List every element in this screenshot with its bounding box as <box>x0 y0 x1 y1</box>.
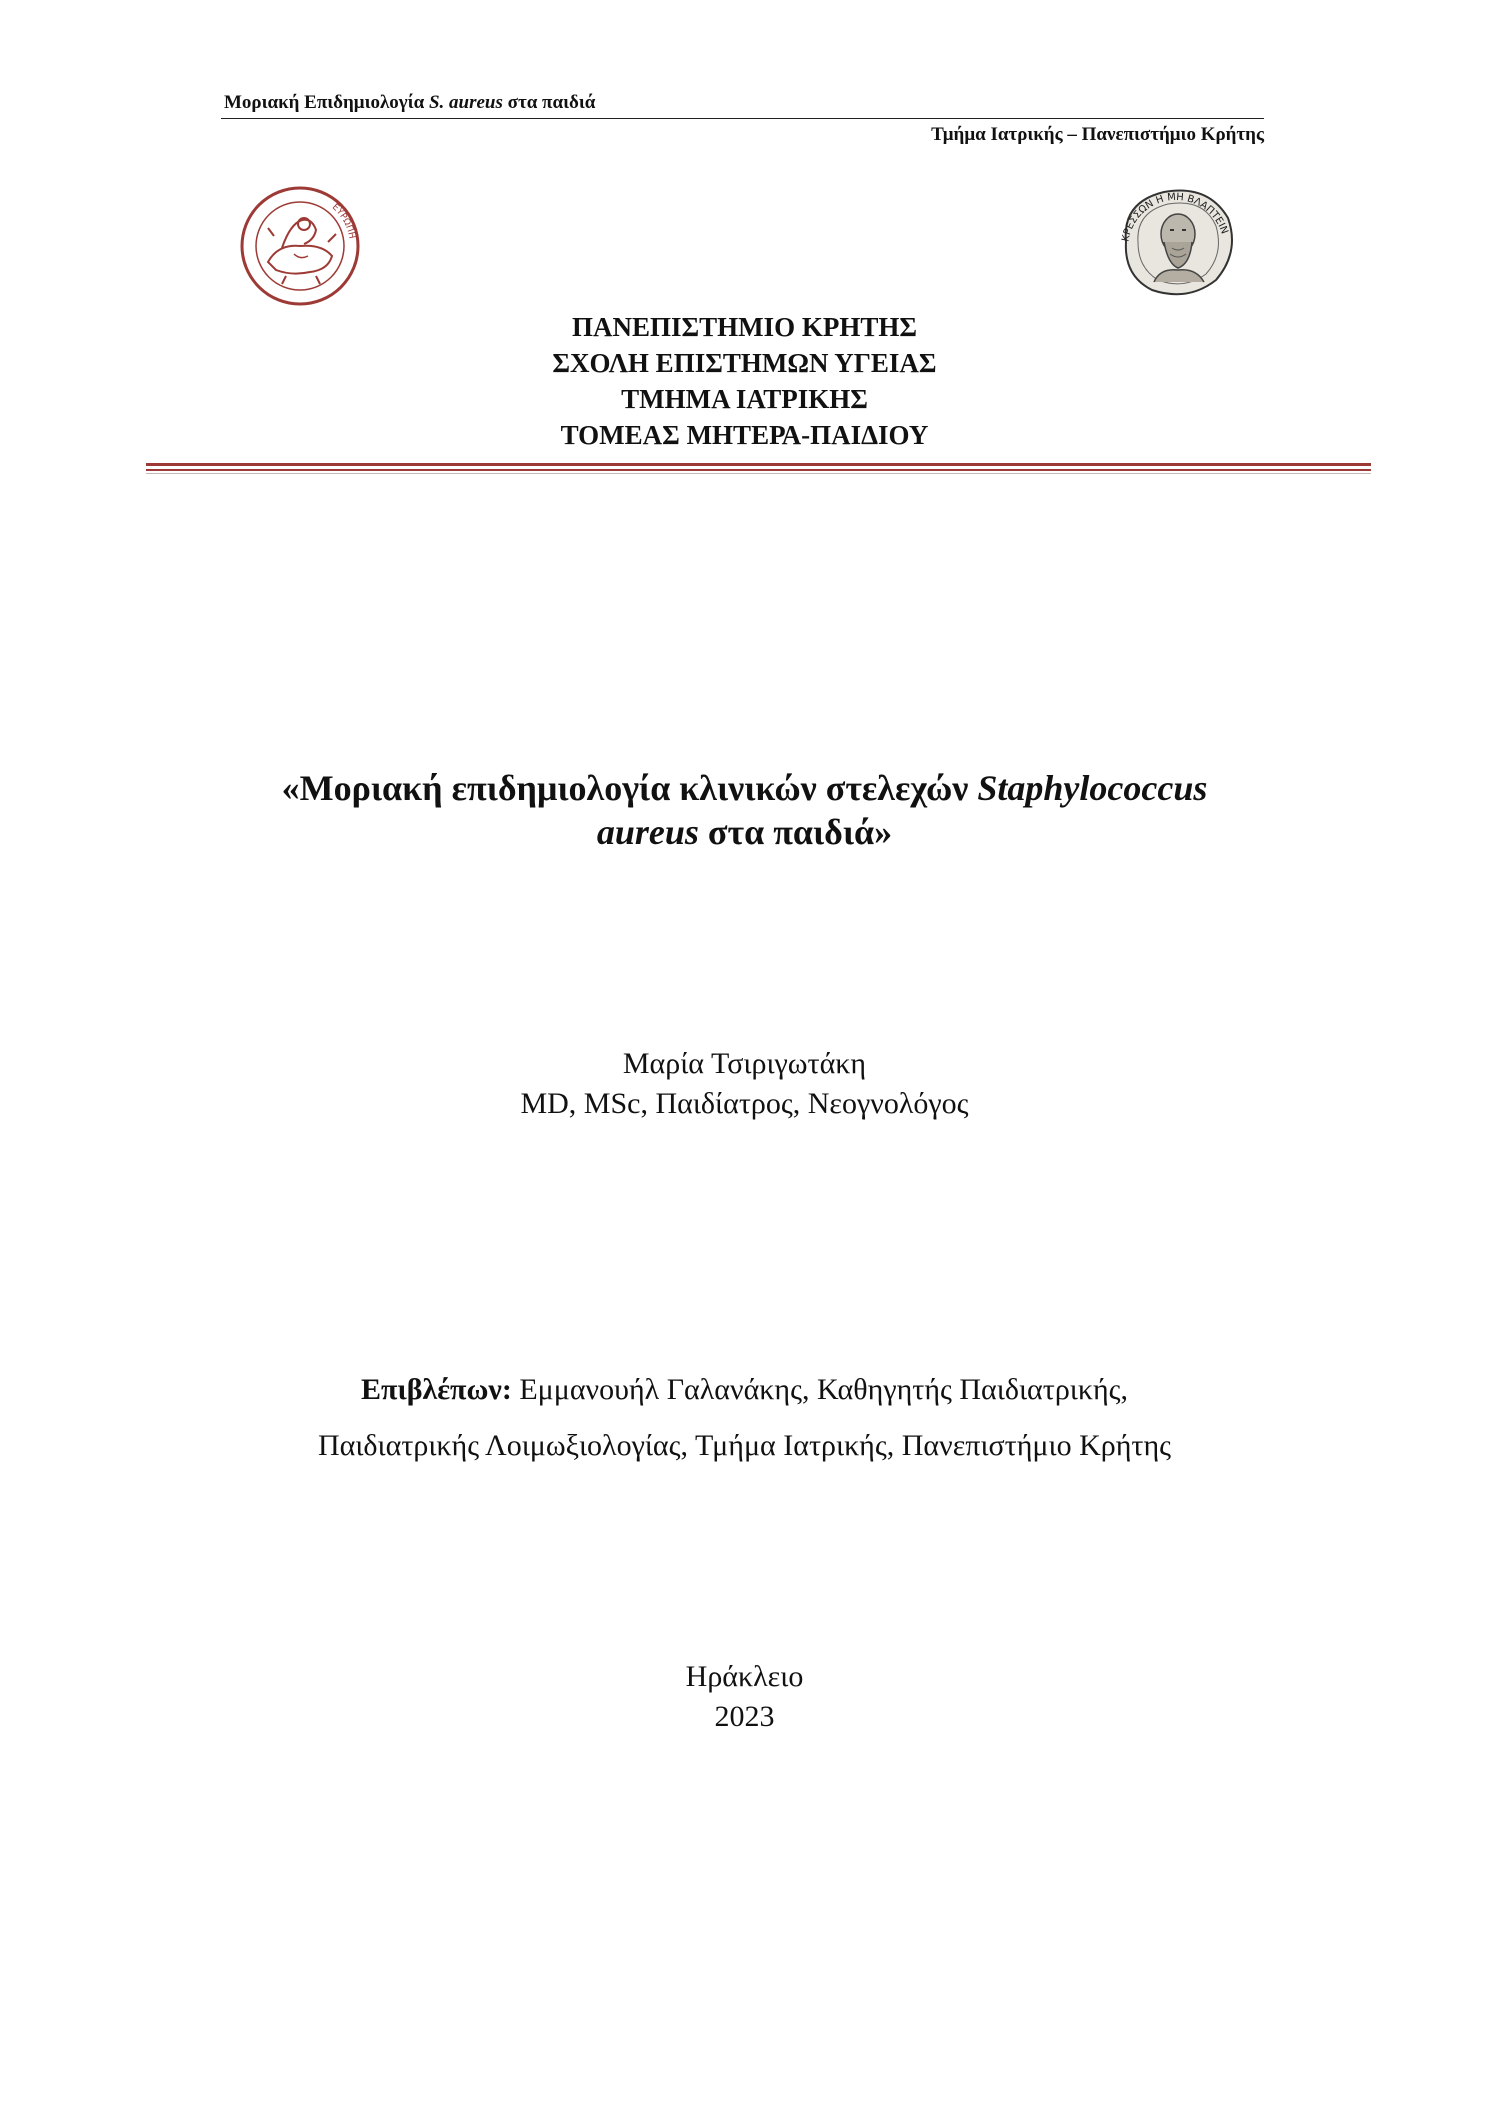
university-seal-logo <box>238 184 363 309</box>
institution-division: ΤΟΜΕΑΣ ΜΗΤΕΡΑ-ΠΑΙΔΙΟΥ <box>560 420 929 450</box>
seal-inscription: ΕΥΡΩΠΗ <box>329 202 357 240</box>
medical-school-emblem <box>1112 182 1240 302</box>
title-text-2: στα παιδιά» <box>698 812 893 852</box>
running-header-left <box>224 92 595 114</box>
coin-inscription: ΚΡΕΣΣΩΝ Η ΜΗ ΒΛΑΠΤΕΙΝ <box>1120 191 1230 243</box>
institution-department: ΤΜΗΜΑ ΙΑΤΡΙΚΗΣ <box>621 384 868 414</box>
supervisor-block <box>0 1362 1489 1474</box>
author-name: Μαρία Τσιριγωτάκη <box>622 1047 867 1080</box>
divider-rule-middle <box>146 469 1371 471</box>
institution-school: ΣΧΟΛΗ ΕΠΙΣΤΗΜΩΝ ΥΓΕΙΑΣ <box>552 348 937 378</box>
year: 2023 <box>714 1700 775 1733</box>
divider-rule-bottom <box>146 473 1371 474</box>
supervisor-line-2: Παιδιατρικής Λοιμωξιολογίας, Τμήμα Ιατρικής, Πανεπιστήμιο Κρήτης <box>317 1429 1172 1462</box>
divider-rule-top <box>146 463 1371 466</box>
header-left-suffix: στα παιδιά <box>502 92 596 113</box>
title-text-1: «Μοριακή επιδημιολογία κλινικών στελεχών <box>281 768 978 808</box>
title-line-1 <box>0 766 1489 810</box>
place-year-block <box>0 1657 1489 1737</box>
author-block <box>0 1044 1489 1124</box>
title-species: aureus <box>596 812 699 852</box>
supervisor-line-1 <box>0 1362 1489 1418</box>
thesis-title <box>0 766 1489 854</box>
title-genus: Staphylococcus <box>977 768 1208 808</box>
running-header-right: Τμήμα Ιατρικής – Πανεπιστήμιο Κρήτης <box>931 124 1264 145</box>
author-credentials: MD, MSc, Παιδίατρος, Νεογνολόγος <box>520 1087 969 1120</box>
header-rule <box>221 118 1264 119</box>
header-left-prefix: Μοριακή Επιδημιολογία <box>224 92 429 113</box>
city: Ηράκλειο <box>685 1660 804 1693</box>
title-line-2 <box>0 810 1489 854</box>
supervisor-name: Εμμανουήλ Γαλανάκης, Καθηγητής Παιδιατρικής, <box>511 1373 1129 1406</box>
header-left-species: S. aureus <box>428 92 503 113</box>
institution-university: ΠΑΝΕΠΙΣΤΗΜΙΟ ΚΡΗΤΗΣ <box>571 312 918 342</box>
supervisor-label: Επιβλέπων: <box>360 1373 512 1406</box>
institution-block <box>0 309 1489 453</box>
